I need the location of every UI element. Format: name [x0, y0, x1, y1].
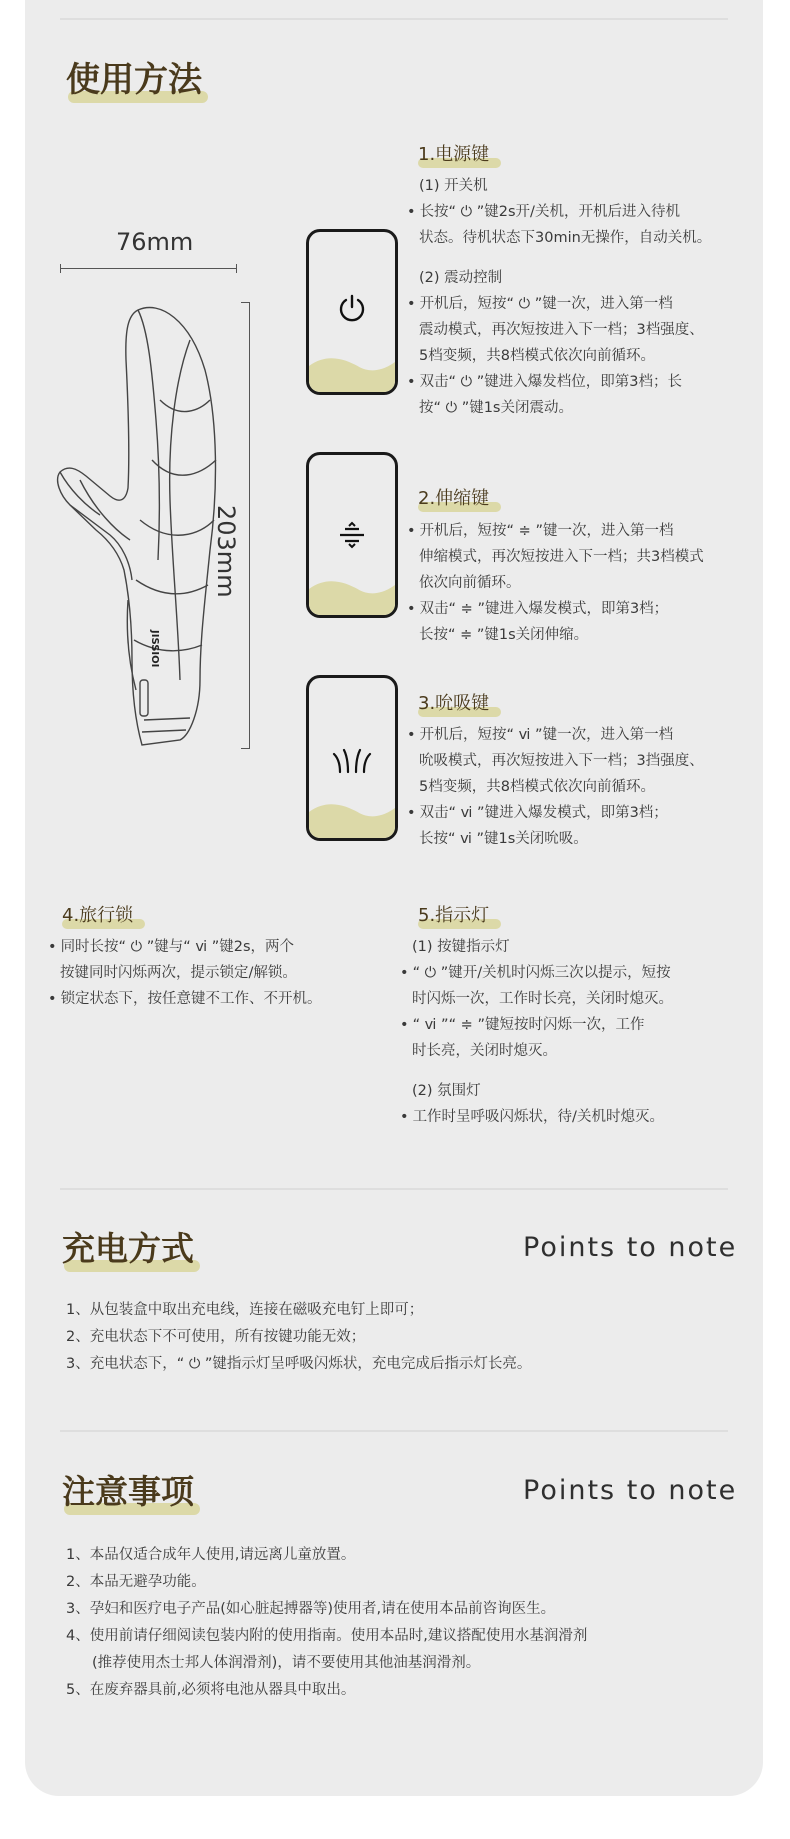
charging-list: 1、从包装盒中取出充电线，连接在磁吸充电钉上即可； 2、充电状态下不可使用，所有按键功能无效； 3、充电状态下，“ ⏻ ”键指示灯呈呼吸闪烁状，充电完成后指示灯长亮。: [66, 1302, 532, 1372]
power-section-title: 1.电源键: [418, 140, 489, 166]
width-tick-right: [236, 264, 237, 273]
indicator-sub1: (1) 按键指示灯: [412, 939, 510, 955]
power-icon: [336, 292, 368, 324]
suction-icon: [332, 744, 372, 776]
telescope-button-illustration: [306, 452, 398, 618]
product-brand: JISSIOI: [149, 630, 160, 668]
telescope-section-title: 2.伸缩键: [418, 484, 489, 510]
travel-lock-text: • 同时长按“ ⏻ ”键与“ ⅵ ”键2s，两个 按键同时闪烁两次，提示锁定/解锁。 • 锁定状态下，按任意键不工作、不开机。: [48, 934, 322, 1012]
suction-section-title: 3.吮吸键: [418, 689, 489, 715]
width-dimension-line: [60, 268, 236, 269]
charging-points-label: Points to note: [523, 1232, 738, 1263]
suction-button-illustration: [306, 675, 398, 841]
product-illustration: [40, 300, 230, 750]
charging-divider: [60, 1188, 728, 1190]
power-section-text: (1) 开关机 • 长按“ ⏻ ”键2s开/关机，开机后进入待机 状态。待机状态下30min无操作，自动关机。 (2) 震动控制 • 开机后，短按“ ⏻ ”键一次，进入第一档 震动模式，再次短按进入下一档；3档强度、 5档变频，共8档模式依次向前循环。 • 双击“ ⏻ ”键进入爆发档位，即第3档；长 按“ ⏻ ”键1s关闭震动。: [407, 173, 711, 421]
top-divider: [60, 18, 728, 20]
indicator-text: (1) 按键指示灯 • “ ⏻ ”键开/关机时闪烁三次以提示，短按 时闪烁一次，工作时长亮，关闭时熄灭。 • “ ⅵ ”“ ≑ ”键短按时闪烁一次，工作 时长亮，关闭时熄灭。 (2) 氛围灯 • 工作时呈呼吸闪烁状，待/关机时熄灭。: [400, 934, 673, 1130]
power-sub1: (1) 开关机: [419, 178, 488, 194]
height-tick-bottom: [241, 748, 250, 749]
height-label: 203mm: [212, 505, 240, 598]
notes-title: 注意事项: [62, 1466, 194, 1513]
button-wave: [309, 575, 395, 615]
height-dimension-line: [249, 302, 250, 748]
telescope-icon: [336, 519, 368, 551]
button-wave: [309, 352, 395, 392]
indicator-sub2: (2) 氛围灯: [412, 1083, 481, 1099]
telescope-section-text: • 开机后，短按“ ≑ ”键一次，进入第一档 伸缩模式，再次短按进入下一档；共3档模式 依次向前循环。 • 双击“ ≑ ”键进入爆发模式，即第3档； 长按“ ≑ ”键1s关闭伸缩。: [407, 518, 704, 648]
suction-section-text: • 开机后，短按“ ⅵ ”键一次，进入第一档 吮吸模式，再次短按进入下一档；3挡强度、 5档变频，共8档模式依次向前循环。 • 双击“ ⅵ ”键进入爆发模式，即第3档； 长按“ ⅵ ”键1s关闭吮吸。: [407, 722, 704, 852]
width-tick-left: [60, 264, 61, 273]
power-sub2: (2) 震动控制: [419, 270, 503, 286]
usage-title: 使用方法: [66, 52, 202, 101]
power-button-illustration: [306, 229, 398, 395]
notes-list: 1、本品仅适合成年人使用,请远离儿童放置。 2、本品无避孕功能。 3、孕妇和医疗电子产品(如心脏起搏器等)使用者,请在使用本品前咨询医生。 4、使用前请仔细阅读包装内附的使用指南。使用本品时,建议搭配使用水基润滑剂 (推荐使用杰士邦人体润滑剂)，请不要使用其他油基润滑剂。 5、在废弃器具前,必须将电池从器具中取出。: [66, 1547, 588, 1698]
height-tick-top: [241, 302, 250, 303]
notes-divider: [60, 1430, 728, 1432]
notes-points-label: Points to note: [523, 1475, 738, 1506]
width-label: 76mm: [116, 228, 194, 256]
button-wave: [309, 798, 395, 838]
charging-title: 充电方式: [62, 1223, 194, 1270]
indicator-title: 5.指示灯: [418, 901, 489, 927]
travel-lock-title: 4.旅行锁: [62, 901, 133, 927]
